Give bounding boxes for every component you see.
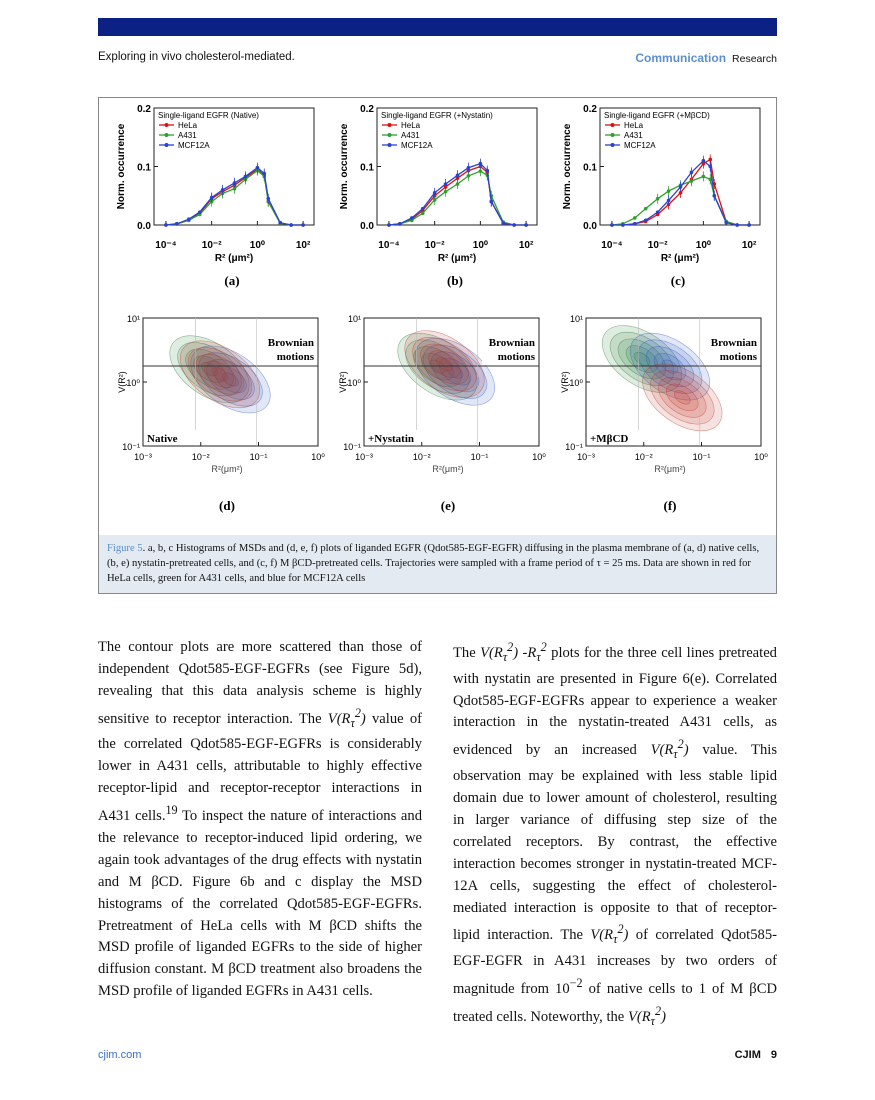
page-number: 9 (770, 1049, 777, 1061)
math-variance: $V(R_\tau^2)$ (480, 640, 519, 664)
data-point (456, 173, 460, 177)
exponent: −2 (569, 975, 583, 990)
math-variance: $V(R_\tau^2)$ (650, 737, 689, 762)
y-tick-label: 10⁻¹ (565, 442, 583, 452)
legend-entry: MCF12A (178, 141, 210, 150)
data-point (524, 223, 528, 227)
x-tick-label: 10⁻³ (577, 452, 595, 462)
x-tick-label: 10⁻² (647, 240, 668, 251)
category-name: Research (732, 53, 777, 65)
figure-5 (98, 97, 777, 594)
data-point (747, 223, 751, 227)
data-point (387, 223, 391, 227)
data-point (262, 172, 266, 176)
data-point (444, 182, 448, 186)
legend-marker (165, 133, 169, 137)
brownian-label: motions (497, 351, 535, 363)
y-axis-label: Norm. occurrence (339, 123, 350, 210)
data-point (398, 222, 402, 226)
series-line-mcf12a (166, 168, 303, 225)
y-axis-label: V(R²) (560, 371, 570, 393)
brownian-label: motions (719, 351, 757, 363)
legend-marker (388, 123, 392, 127)
x-tick-label: 10⁰ (249, 240, 265, 251)
y-tick-label: 10⁰ (569, 378, 583, 388)
x-tick-label: 10² (295, 240, 311, 251)
contour-panel (338, 314, 546, 513)
y-tick-label: 10¹ (347, 314, 361, 324)
legend-marker (388, 133, 392, 137)
legend (381, 111, 493, 150)
y-tick-label: 0.2 (137, 104, 151, 115)
contour-panel (560, 312, 768, 513)
x-tick-label: 10⁻² (191, 452, 210, 462)
data-point (501, 221, 505, 225)
series-line-hela (166, 169, 303, 225)
data-point (702, 175, 706, 179)
x-tick-label: 10⁻⁴ (601, 240, 623, 251)
caption-text: . a, b, c Histograms of MSDs and (d, e, f) plots of liganded EGFR (Qdot585-EGF-EGFR) diffusing in the plasma membrane of (a, d) native cells, (b, e) nystatin-pretreated cells, and (c, f) M βCD-pretreated cells. Trajectories were sampled with a frame period of τ = 25 ms. Data are shown in red for HeLa cells, green for A431 cells, and blue for MCF12A cells (107, 543, 760, 584)
data-point (479, 162, 483, 166)
data-point (644, 219, 648, 223)
data-point (467, 166, 471, 170)
data-point (433, 191, 437, 195)
x-tick-label: 10⁻² (412, 452, 431, 462)
legend (158, 111, 259, 150)
math-msd: $-R_\tau^2$ (518, 640, 547, 664)
data-point (712, 194, 716, 198)
legend-entry: A431 (401, 131, 420, 140)
legend-entry: HeLa (178, 121, 198, 130)
y-tick-label: 10¹ (569, 314, 583, 324)
legend-entry: MCF12A (401, 141, 433, 150)
data-point (633, 216, 637, 220)
data-point (221, 188, 225, 192)
legend-title: Single-ligand EGFR (Native) (158, 111, 259, 120)
legend-entry: HeLa (624, 121, 644, 130)
paragraph-text: of native cells to 1 of M βCD treated cells. Noteworthy, the (453, 980, 777, 1025)
contour-panel (117, 314, 325, 513)
legend-title: Single-ligand EGFR (+MβCD) (604, 111, 710, 120)
y-axis-label: V(R²) (338, 371, 348, 393)
x-tick-label: 10⁰ (532, 452, 546, 462)
legend-entry: A431 (624, 131, 643, 140)
condition-label: +Nystatin (368, 433, 414, 445)
y-axis-label: V(R²) (117, 371, 127, 393)
data-point (679, 185, 683, 189)
brownian-label: motions (276, 351, 314, 363)
body-column-right (453, 637, 777, 1032)
data-point (278, 221, 282, 225)
data-point (301, 223, 305, 227)
condition-label: Native (147, 433, 178, 445)
legend-marker (165, 123, 169, 127)
data-point (289, 223, 293, 227)
y-tick-label: 10¹ (126, 314, 140, 324)
running-title: Exploring in vivo cholesterol-mediated. (98, 51, 295, 63)
data-point (656, 210, 660, 214)
paragraph-text: The (453, 644, 481, 661)
data-point (210, 196, 214, 200)
legend-title: Single-ligand EGFR (+Nystatin) (381, 111, 493, 120)
data-point (421, 207, 425, 211)
y-axis-label: Norm. occurrence (562, 123, 573, 210)
figure-caption (99, 535, 776, 593)
panel-label: (f) (663, 498, 677, 513)
x-tick-label: 10⁻³ (134, 452, 152, 462)
footer-journal (735, 1049, 777, 1061)
data-point (456, 182, 460, 186)
x-axis-label: R² (μm²) (214, 253, 254, 264)
y-tick-label: 10⁰ (347, 378, 361, 388)
contour-blobs (590, 312, 734, 445)
x-tick-label: 10⁰ (472, 240, 488, 251)
histogram-panel (562, 104, 760, 288)
legend (604, 111, 710, 150)
y-tick-label: 0.0 (360, 221, 374, 232)
header-color-bar (98, 18, 777, 36)
citation: 19 (165, 803, 178, 818)
condition-label: +MβCD (590, 433, 629, 445)
paragraph-text: The contour plots are more scattered than those of independent Qdot585-EGF-EGFRs (see Figure 5d), revealing that this data analysis scheme is highly sensitive to receptor interaction. The (98, 639, 422, 727)
data-point (489, 200, 493, 204)
data-point (735, 223, 739, 227)
x-tick-label: 10⁻¹ (470, 452, 489, 462)
data-point (690, 179, 694, 183)
y-tick-label: 0.2 (360, 104, 374, 115)
data-point (633, 222, 637, 226)
data-point (410, 216, 414, 220)
legend-marker (611, 133, 615, 137)
journal-name: CJIM (734, 1049, 761, 1061)
x-tick-label: 10⁻² (201, 240, 222, 251)
data-point (690, 171, 694, 175)
x-axis-label: R²(μm²) (432, 464, 464, 474)
y-tick-label: 0.1 (583, 162, 597, 174)
legend-entry: A431 (178, 131, 197, 140)
data-point (266, 197, 270, 201)
panel-label: (a) (224, 273, 240, 288)
paragraph-text: To inspect the nature of interactions and the relevance to receptor-induced lipid ordering, we again took advantages of the drug effects with nystatin and M βCD. Figure 6b and c display the MSD histograms of the correlated Qdot585-EGF-EGFRs. Pretreatment of HeLa cells with M βCD shifts the MSD profile of liganded EGFRs to the side of higher diffusion constant. M βCD treatment also broadens the MSD profile of liganded EGFRs in A431 cells. (98, 807, 422, 1000)
caption-label: Figure 5 (107, 543, 143, 554)
histogram-panel (339, 104, 537, 288)
section-label (635, 51, 777, 65)
data-point (421, 212, 425, 216)
data-point (175, 222, 179, 226)
data-point (187, 217, 191, 221)
data-point (702, 159, 706, 163)
data-point (644, 207, 648, 211)
x-tick-label: 10⁻² (424, 240, 445, 251)
x-tick-label: 10⁰ (754, 452, 768, 462)
panel-label: (c) (670, 273, 686, 288)
data-point (485, 169, 489, 173)
data-point (444, 190, 448, 194)
math-variance: $V(R_\tau^2)$ (590, 922, 629, 947)
data-point (708, 158, 712, 162)
data-point (433, 198, 437, 202)
x-tick-label: 10⁻⁴ (378, 240, 400, 251)
data-point (667, 199, 671, 203)
x-axis-label: R²(μm²) (654, 464, 686, 474)
y-tick-label: 0.0 (583, 221, 597, 232)
x-tick-label: 10² (741, 240, 757, 251)
x-axis-label: R²(μm²) (211, 464, 243, 474)
paragraph-text: value. This observation may be explained with less stable lipid domain due to lower amount of cholesterol, resulting in larger variance of diffusing step size of the correlated receptors. By contrast, the effective interaction becomes stronger in nystatin-treated MCF-12A cells, suggesting the effect of cholesterol-mediated interaction is opposite to that of receptor-lipid interaction. The (453, 742, 778, 944)
y-tick-label: 10⁰ (126, 378, 140, 388)
brownian-label: Brownian (710, 337, 757, 349)
paragraph-text: of correlated Qdot585-EGF-EGFR in A431 increases by two orders of magnitude from 10 (453, 927, 777, 997)
data-point (656, 197, 660, 201)
data-point (256, 166, 260, 170)
body-column-left (98, 637, 422, 1003)
data-point (621, 223, 625, 227)
y-tick-label: 0.0 (137, 221, 151, 232)
legend-marker (165, 143, 169, 147)
brownian-label: Brownian (488, 337, 535, 349)
x-tick-label: 10⁻¹ (692, 452, 711, 462)
histogram-panel (116, 104, 314, 288)
data-point (667, 189, 671, 193)
panel-label: (b) (447, 273, 463, 288)
panel-label: (e) (440, 498, 456, 513)
x-axis-label: R² (μm²) (437, 253, 477, 264)
panel-label: (d) (219, 498, 235, 513)
y-tick-label: 0.1 (360, 162, 374, 174)
x-tick-label: 10⁻² (634, 452, 653, 462)
data-point (708, 165, 712, 169)
x-tick-label: 10⁰ (311, 452, 325, 462)
data-point (198, 210, 202, 214)
data-point (479, 169, 483, 173)
figure-panels (99, 98, 776, 528)
y-tick-label: 0.1 (137, 162, 151, 174)
section-name: Communication (635, 51, 727, 65)
y-tick-label: 10⁻¹ (343, 442, 361, 452)
y-axis-label: Norm. occurrence (116, 123, 127, 210)
math-variance: $V(R_\tau^2)$ (327, 705, 366, 730)
footer-site: cjim.com (98, 1049, 142, 1061)
data-point (610, 223, 614, 227)
x-tick-label: 10⁰ (695, 240, 711, 251)
x-tick-label: 10⁻³ (355, 452, 373, 462)
y-tick-label: 10⁻¹ (122, 442, 140, 452)
brownian-label: Brownian (267, 337, 314, 349)
y-tick-label: 0.2 (583, 104, 597, 115)
legend-entry: MCF12A (624, 141, 656, 150)
legend-marker (388, 143, 392, 147)
math-variance: $V(R_\tau^2)$ (627, 1003, 666, 1028)
x-axis-label: R² (μm²) (660, 253, 700, 264)
data-point (724, 221, 728, 225)
data-point (512, 223, 516, 227)
legend-marker (611, 123, 615, 127)
x-tick-label: 10⁻⁴ (155, 240, 177, 251)
data-point (233, 181, 237, 185)
data-point (467, 174, 471, 178)
legend-entry: HeLa (401, 121, 421, 130)
paragraph-text: plots for the three cell lines pretreated with nystatin are presented in Figure 6(e). Correlated Qdot585-EGF-EGFRs appear to experience a weaker interaction in the nystatin-treated A431 cells, as evidenced by an increased (453, 644, 777, 759)
legend-marker (611, 143, 615, 147)
x-tick-label: 10⁻¹ (249, 452, 268, 462)
x-tick-label: 10² (518, 240, 534, 251)
paragraph-text: value of the correlated Qdot585-EGF-EGFRs is considerably lower in A431 cells, attributable to highly effective receptor-lipid and receptor-receptor interactions in A431 cells. (98, 710, 422, 824)
data-point (164, 223, 168, 227)
data-point (244, 175, 248, 179)
